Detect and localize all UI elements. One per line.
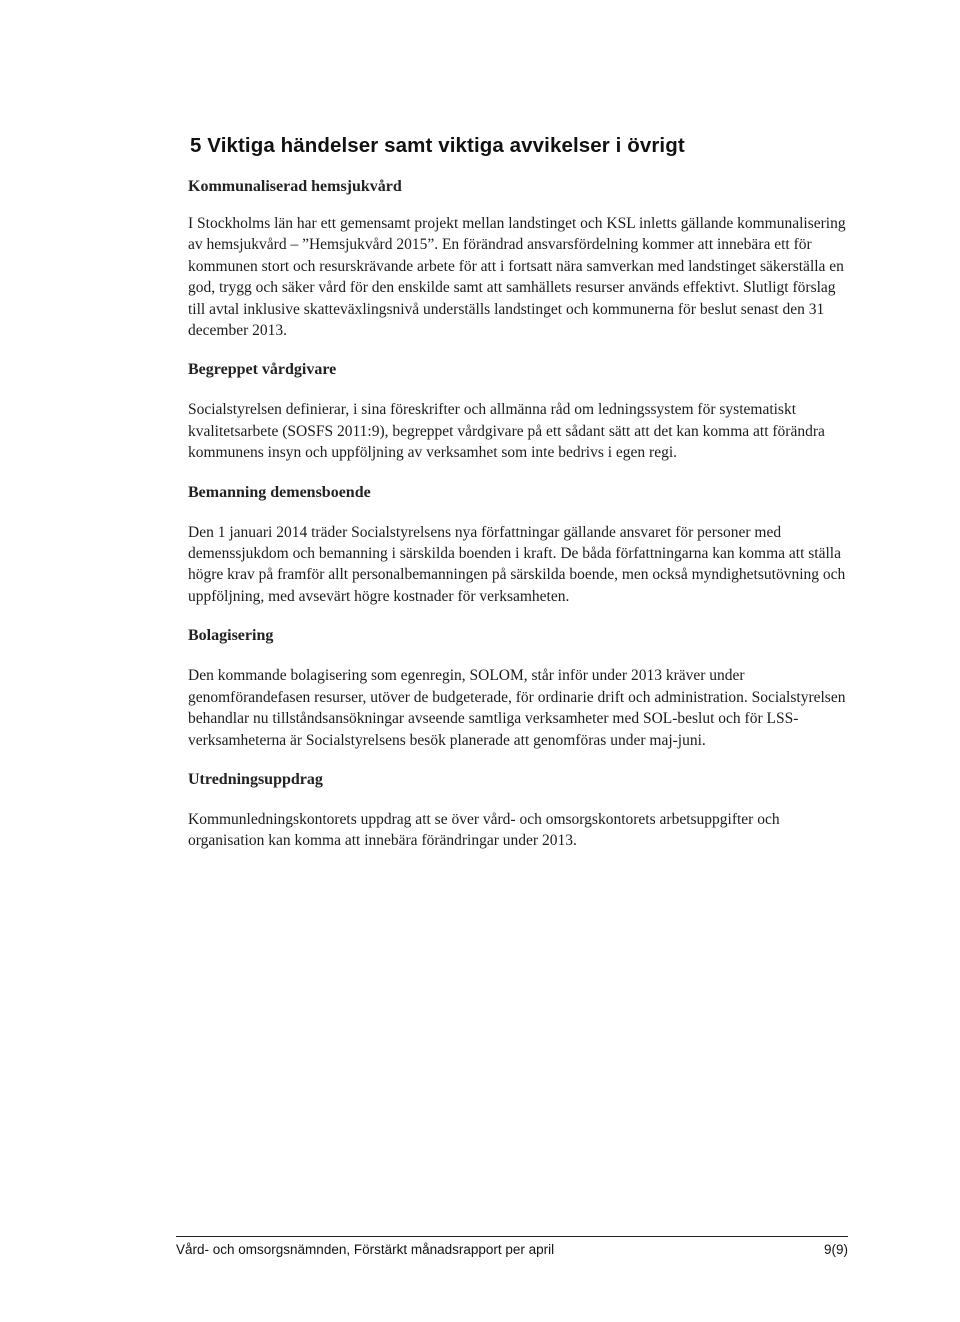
page-content — [188, 126, 848, 852]
section-heading-demensboende: Bemanning demensboende — [188, 483, 371, 501]
section-body-demensboende: Den 1 januari 2014 träder Socialstyrelsens nya författningar gällande ansvaret för personer med demenssjukdom och bemanning i särskilda boenden i kraft. De båda författningarna kan komma att ställa högre krav på framför allt personalbemanningen på särskilda boende, men också myndighetsutövning och uppföljning, med avsevärt högre kostnader för verksamheten. — [188, 523, 846, 605]
section-heading-utredningsuppdrag: Utredningsuppdrag — [188, 770, 323, 788]
section-body-utredningsuppdrag: Kommunledningskontorets uppdrag att se över vård- och omsorgskontorets arbetsuppgifter och organisation kan komma att innebära förändringar under 2013. — [188, 810, 780, 850]
footer-divider — [176, 1236, 848, 1237]
section-heading-bolagisering: Bolagisering — [188, 627, 274, 645]
section-body-bolagisering: Den kommande bolagisering som egenregin, SOLOM, står inför under 2013 kräver under genomförandefasen resurser, utöver de budgeterade, för ordinarie drift och administration. Socialstyrelsen behandlar nu tillståndsansökningar avseende samtliga verksamheter med SOL-beslut och för LSS- verksamheterna är Socialstyrelsens besök planerade att genomföras under maj-juni. — [188, 667, 846, 749]
footer-page-number: 9(9) — [823, 1242, 848, 1257]
section-body-vardgivare: Socialstyrelsen definierar, i sina föreskrifter och allmänna råd om ledningssystem för systematiskt kvalitetsarbete (SOSFS 2011:9), begreppet vårdgivare på ett sådant sätt att det kan komma att förändra kommunens insyn och uppföljning av verksamhet som inte bedrivs i egen regi. — [188, 401, 825, 462]
page-footer — [176, 1236, 848, 1257]
section-heading-vardgivare: Begreppet vårdgivare — [188, 361, 337, 379]
footer-document-title: Vård- och omsorgsnämnden, Förstärkt månadsrapport per april — [176, 1242, 555, 1257]
chapter-title: 5 Viktiga händelser samt viktiga avvikelser i övrigt — [190, 134, 685, 157]
footer-row — [176, 1242, 848, 1257]
section-heading-hemsjukvard: Kommunaliserad hemsjukvård — [188, 178, 402, 195]
section-body-hemsjukvard: I Stockholms län har ett gemensamt projekt mellan landstinget och KSL inletts gällande kommunalisering av hemsjukvård – ”Hemsjukvård 2015”. En förändrad ansvarsfördelning kommer att innebära ett för kommunen stort och resurskrävande arbete för att i fortsatt nära samverkan med landstinget säkerställa en god, trygg och säker vård för den enskilde samt att samhällets resurser används effektivt. Slutligt förslag till avtal inklusive skatteväxlingsnivå underställs landstinget och kommunerna för beslut senast den 31 december 2013. — [188, 215, 846, 340]
